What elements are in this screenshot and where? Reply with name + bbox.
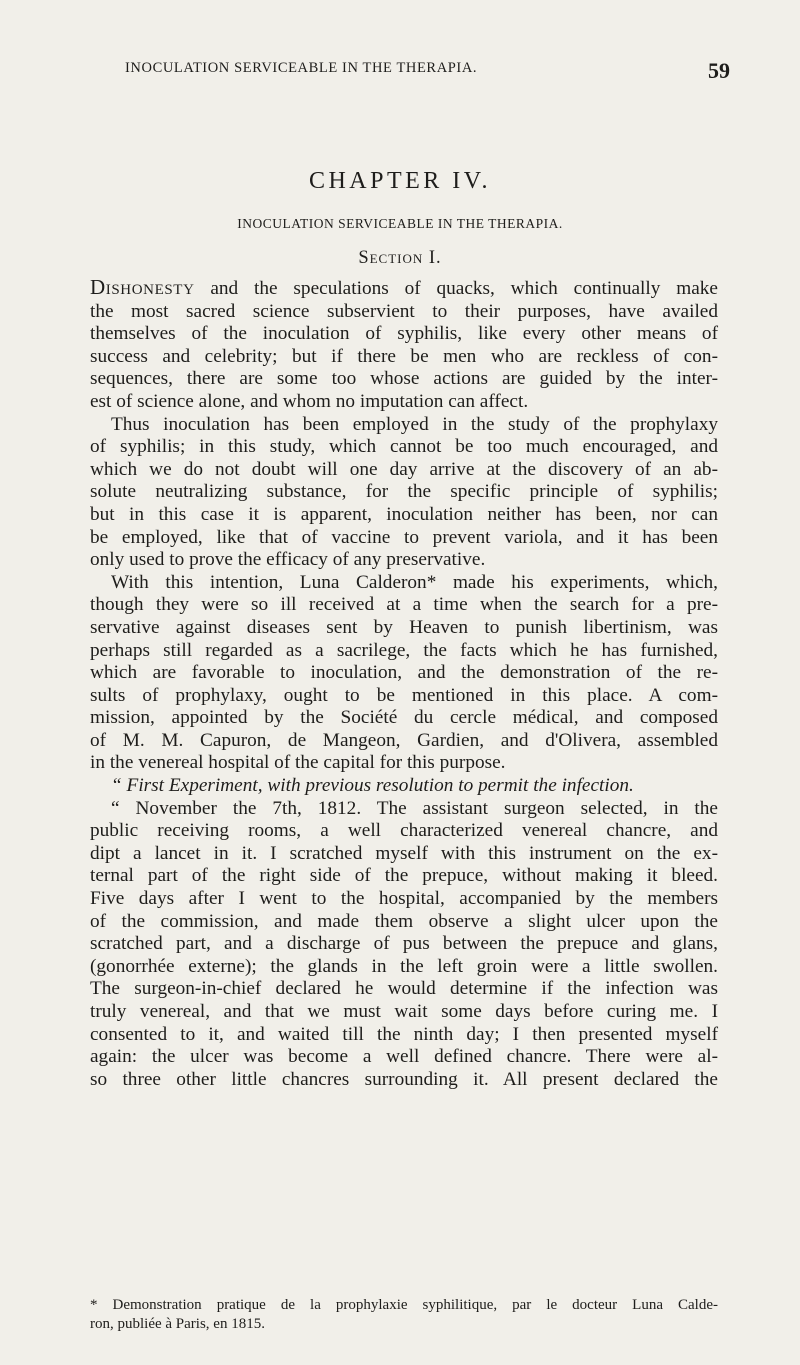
paragraph-4 (90, 798, 718, 1092)
paragraph-2 (90, 414, 718, 572)
text-line: so three other little chancres surrounding it. All present declared the (90, 1068, 718, 1090)
text-line: servative against diseases sent by Heaven to punish libertinism, was (90, 616, 718, 638)
text-line: sequences, there are some too whose actions are guided by the inter- (90, 368, 718, 390)
text-line: Thus inoculation has been employed in the study of the prophylaxy (111, 413, 718, 435)
text-line: solute neutralizing substance, for the specific principle of syphilis; (90, 481, 718, 503)
running-head (0, 0, 800, 112)
footnote (90, 1296, 718, 1334)
paragraph-3 (90, 572, 718, 775)
text-line: in the venereal hospital of the capital for this purpose. (90, 752, 506, 774)
text-line: though they were so ill received at a time when the search for a pre- (90, 594, 718, 616)
text-line: The surgeon-in-chief declared he would determine if the infection was (90, 978, 718, 1000)
text-line: perhaps still regarded as a sacrilege, the facts which he has furnished, (90, 639, 718, 661)
chapter-subtitle: INOCULATION SERVICEABLE IN THE THERAPIA. (237, 216, 563, 231)
footnote-line: * Demonstration pratique de la prophylaxie syphilitique, par le docteur Luna Calde- (90, 1297, 718, 1313)
text-line: “ November the 7th, 1812. The assistant surgeon selected, in the (111, 797, 718, 819)
text-line: only used to prove the efficacy of any preservative. (90, 549, 486, 571)
text-line: success and celebrity; but if there be men who are reckless of con- (90, 345, 718, 367)
text-line: ternal part of the right side of the prepuce, without making it bleed. (90, 865, 718, 887)
text-line: but in this case it is apparent, inoculation neither has been, nor can (90, 503, 718, 525)
experiment-heading: “ First Experiment, with previous resolution to permit the infection. (111, 775, 634, 797)
section-title: Section I. (358, 248, 442, 268)
text-line: themselves of the inoculation of syphilis, like every other means of (90, 323, 718, 345)
drop-word: Dishonesty (90, 275, 195, 299)
page-number: 59 (708, 58, 730, 83)
text-line: mission, appointed by the Société du cercle médical, and composed (90, 707, 718, 729)
text-line: (gonorrhée externe); the glands in the left groin were a little swollen. (90, 955, 718, 977)
text-line: sults of prophylaxy, ought to be mentioned in this place. A com- (90, 684, 718, 706)
text-line: of syphilis; in this study, which cannot be too much encouraged, and (90, 436, 718, 458)
footnote-line: ron, publiée à Paris, en 1815. (90, 1316, 265, 1332)
text-line: est of science alone, and whom no imputation can affect. (90, 390, 529, 412)
text-line: which we do not doubt will one day arrive at the discovery of an ab- (90, 458, 718, 480)
text-line: the most sacred science subservient to their purposes, have availed (90, 300, 718, 322)
text-line: which are favorable to inoculation, and the demonstration of the re- (90, 662, 718, 684)
text-line: consented to it, and waited till the ninth day; I then presented myself (90, 1023, 718, 1045)
text-line: truly venereal, and that we must wait some days before curing me. I (90, 1001, 718, 1022)
running-head-title: INOCULATION SERVICEABLE IN THE THERAPIA. (125, 60, 478, 76)
text-line: be employed, like that of vaccine to prevent variola, and it has been (90, 526, 718, 548)
text-line: With this intention, Luna Calderon* made his experiments, which, (111, 571, 718, 593)
body-text (90, 276, 718, 1091)
text-line: of M. M. Capuron, de Mangeon, Gardien, and d'Olivera, assembled (90, 729, 718, 751)
text-line: dipt a lancet in it. I scratched myself with this instrument on the ex- (90, 842, 718, 864)
text-line: of the commission, and made them observe a slight ulcer upon the (90, 910, 718, 932)
text-line: scratched part, and a discharge of pus between the prepuce and glans, (90, 933, 718, 955)
text-line: again: the ulcer was become a well defined chancre. There were al- (90, 1046, 718, 1068)
text-line: Five days after I went to the hospital, accompanied by the members (90, 888, 718, 910)
paragraph-1 (90, 276, 718, 414)
chapter-title: CHAPTER IV. (308, 168, 492, 194)
text-line: public receiving rooms, a well characterized venereal chancre, and (90, 820, 718, 842)
text-line: Dishonesty and the speculations of quacks, which continually make (90, 275, 718, 299)
